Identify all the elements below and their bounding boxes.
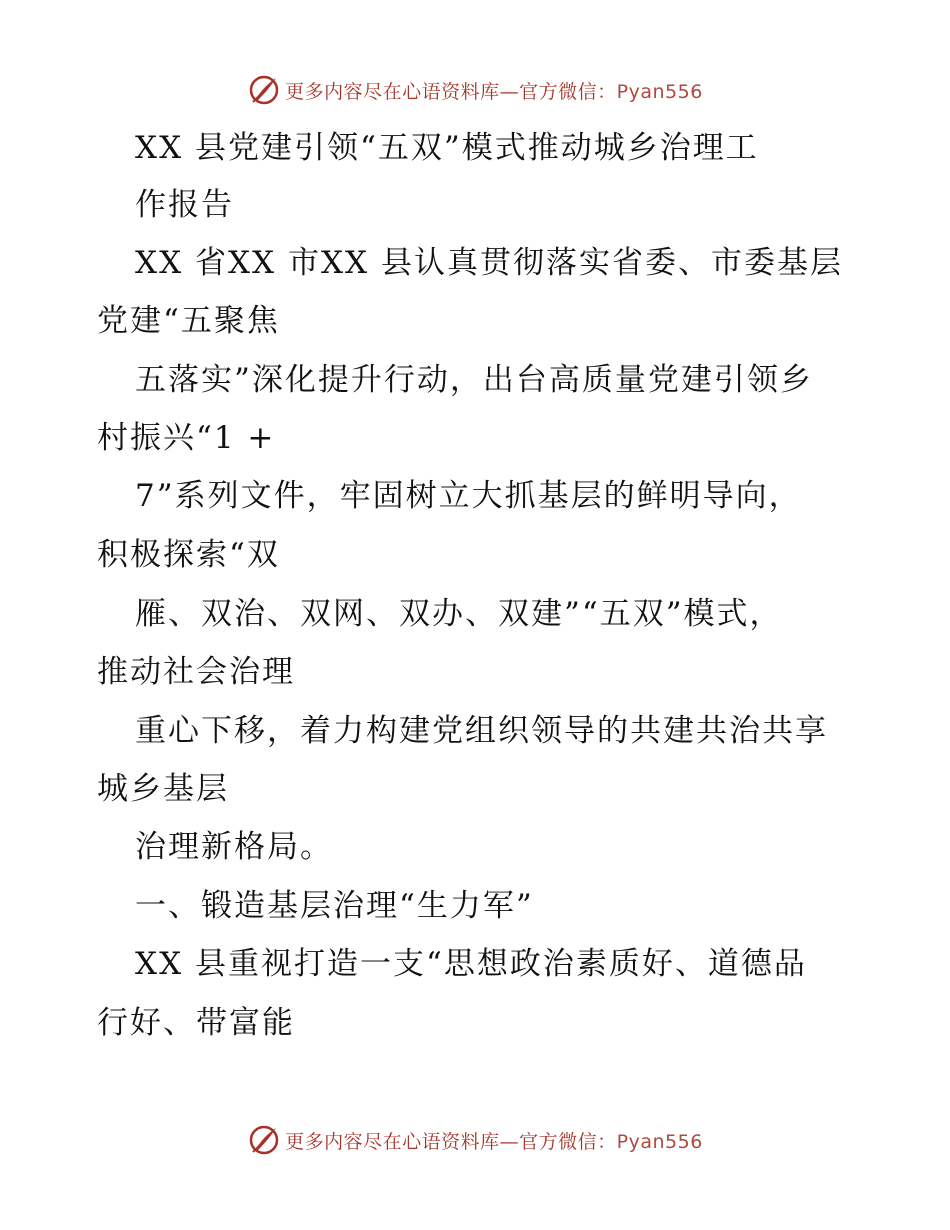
watermark-id: Pyan556	[616, 80, 703, 103]
document-title-line-2: 作报告	[135, 187, 234, 223]
paragraph-line: 城乡基层	[97, 771, 229, 807]
paragraph-line: 重心下移，着力构建党组织领导的共建共治共享	[135, 713, 828, 749]
header-watermark	[0, 70, 950, 110]
watermark-id: Pyan556	[616, 1130, 703, 1153]
section-heading: 一、锻造基层治理“生力军”	[135, 888, 534, 924]
paragraph-line: 7”系列文件，牢固树立大抓基层的鲜明导向，	[135, 478, 802, 514]
footer-watermark	[0, 1120, 950, 1160]
paragraph-line: 积极探索“双	[97, 537, 280, 573]
watermark-text: 更多内容尽在心语资料库—官方微信：Pyan556	[285, 80, 703, 103]
paragraph-line: 五落实”深化提升行动，出台高质量党建引领乡	[135, 362, 813, 398]
feather-pen-logo-icon	[247, 1123, 281, 1157]
paragraph-line: 村振兴“1 +	[97, 420, 276, 456]
feather-pen-logo-icon	[247, 73, 281, 107]
watermark-text: 更多内容尽在心语资料库—官方微信：Pyan556	[285, 1130, 703, 1153]
document-title-line-1: XX 县党建引领“五双”模式推动城乡治理工	[135, 130, 759, 166]
paragraph-line: XX 县重视打造一支“思想政治素质好、道德品	[135, 946, 807, 982]
paragraph-line: 雁、双治、双网、双办、双建”“五双”模式，	[135, 596, 783, 632]
paragraph-line: 行好、带富能	[97, 1005, 295, 1041]
paragraph-line: XX 省XX 市XX 县认真贯彻落实省委、市委基层	[135, 245, 843, 281]
paragraph-line: 治理新格局。	[135, 829, 333, 865]
paragraph-line: 党建“五聚焦	[97, 303, 280, 339]
paragraph-line: 推动社会治理	[97, 654, 295, 690]
